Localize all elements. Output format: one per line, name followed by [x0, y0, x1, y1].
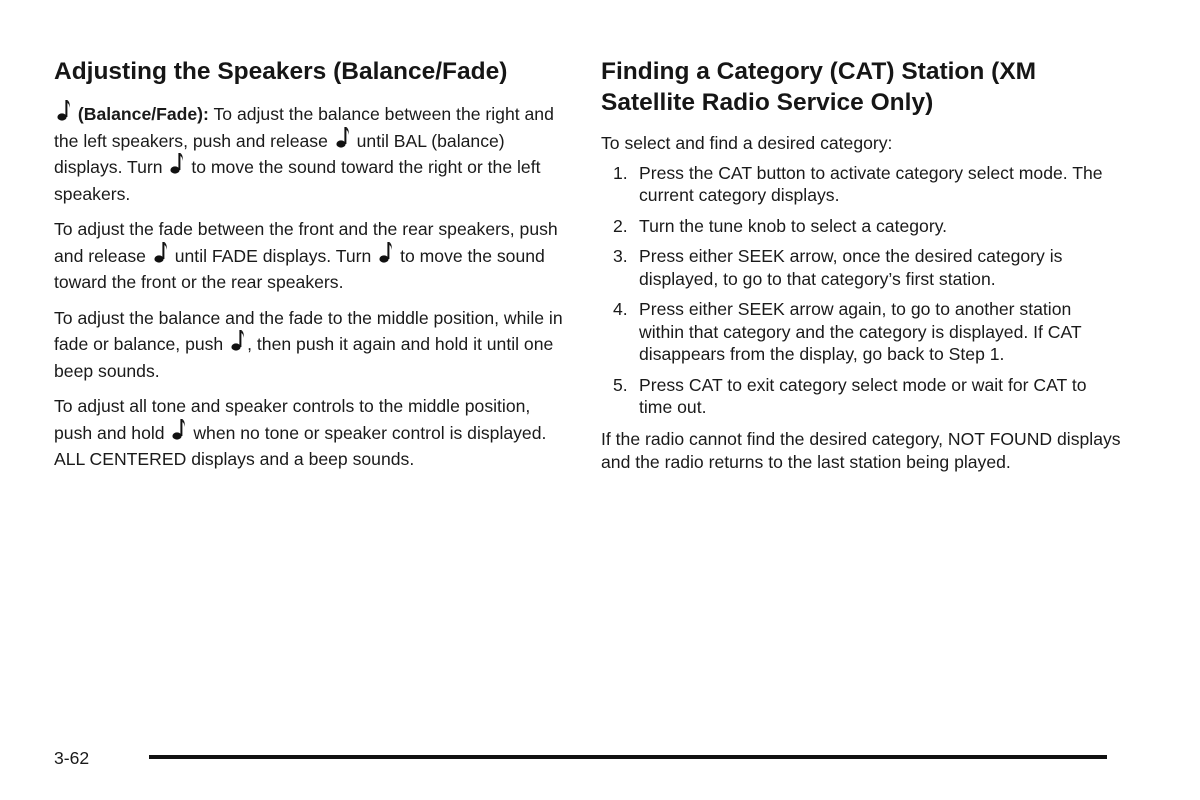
balance-fade-label: (Balance/Fade):: [77, 104, 209, 124]
text-run: when no tone or speaker control is displayed. ALL CENTERED displays and a beep sounds.: [54, 422, 547, 469]
step-text: Press either SEEK arrow again, to go to another station within that category and the category is displayed. If CAT disappears from the display, go back to Step 1.: [639, 299, 1082, 364]
text-run: to move the sound toward the right or the left speakers.: [54, 157, 541, 204]
music-note-icon: [336, 128, 349, 149]
step-text: Press CAT to exit category select mode or wait for CAT to time out.: [639, 374, 1087, 417]
step-number: 1.: [613, 162, 628, 183]
text-run: To adjust the balance and the fade to the middle position, while in fade or balance, push: [54, 307, 563, 354]
music-note-icon: [379, 243, 392, 264]
page-number: 3-62: [54, 748, 90, 768]
balance-paragraph: [54, 101, 566, 207]
right-column: [601, 56, 1121, 484]
fade-paragraph: [54, 216, 566, 296]
step-number: 3.: [613, 246, 628, 266]
cat-steps-list: [601, 162, 1121, 419]
step-number: 2.: [613, 215, 628, 236]
balance-fade-heading: Adjusting the Speakers (Balance/Fade): [54, 58, 508, 85]
step-text: Turn the tune knob to select a category.: [639, 215, 948, 236]
text-run: To adjust the balance between the right and the left speakers, push and release: [54, 104, 554, 151]
music-note-icon: [154, 243, 167, 264]
text-run: until FADE displays. Turn: [174, 245, 372, 266]
center-all-paragraph: [54, 393, 566, 473]
text-run: , then push it again and hold it until one beep sounds.: [54, 334, 554, 381]
text-run: To adjust all tone and speaker controls to the middle position, push and hold: [54, 396, 531, 443]
music-note-icon: [172, 420, 185, 441]
list-item: [601, 215, 1121, 238]
list-item: [601, 298, 1121, 366]
music-note-icon: [231, 331, 244, 352]
list-item: [601, 245, 1121, 290]
music-note-icon: [170, 154, 183, 175]
left-column: [54, 56, 566, 482]
text-run: To adjust the fade between the front and the rear speakers, push and release: [54, 219, 558, 266]
list-item: [601, 374, 1121, 419]
step-number: 4.: [613, 299, 628, 319]
text-run: until BAL (balance) displays. Turn: [54, 130, 505, 177]
cat-intro: To select and find a desired category:: [601, 133, 893, 153]
step-text: Press the CAT button to activate category select mode. The current category displays.: [639, 162, 1103, 205]
step-number: 5.: [613, 374, 628, 395]
cat-not-found-paragraph: If the radio cannot find the desired category, NOT FOUND displays and the radio returns to the last station being played.: [601, 428, 1121, 472]
step-text: Press either SEEK arrow, once the desired category is displayed, to go to that category’s first station.: [639, 246, 1063, 289]
footer-rule: [149, 755, 1107, 759]
text-run: to move the sound toward the front or the rear speakers.: [54, 245, 545, 292]
center-balance-fade-paragraph: [54, 305, 566, 385]
music-note-icon: [57, 101, 70, 122]
list-item: [601, 162, 1121, 207]
cat-station-heading: Finding a Category (CAT) Station (XM Satellite Radio Service Only): [601, 58, 1037, 116]
